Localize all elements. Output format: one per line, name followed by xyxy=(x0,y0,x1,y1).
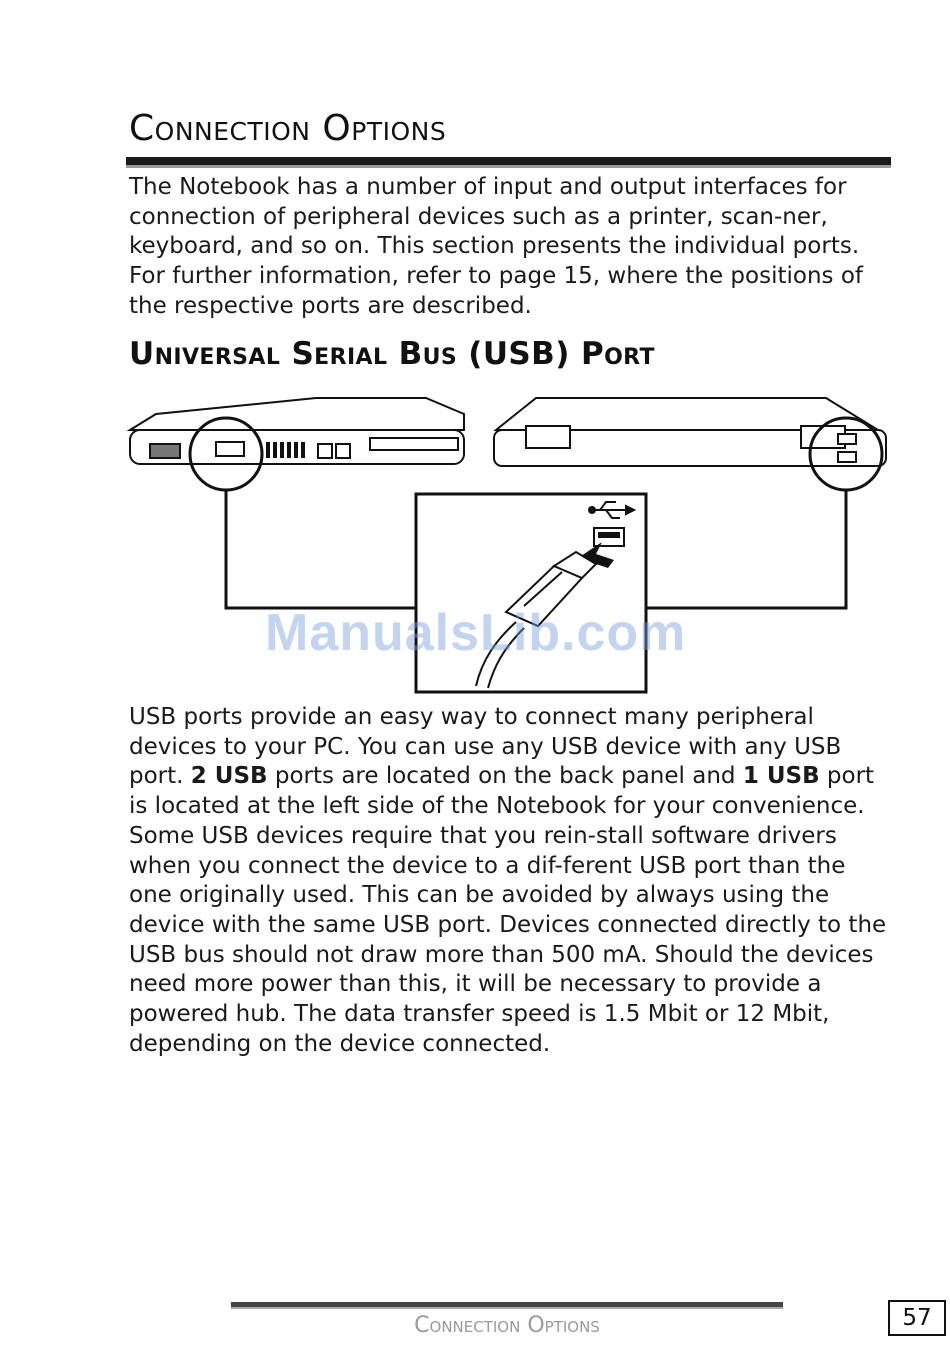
footer-title: Connection Options xyxy=(414,1313,600,1338)
intro-paragraph: The Notebook has a number of input and output interfaces for connection of peripheral devices such as a printer, scan-ner, keyboard, and so on. This section presents the individual ports. For further information, refer to page 15, where the positions of the respective ports are described. xyxy=(129,174,863,319)
section-heading: Universal Serial Bus (USB) Port xyxy=(129,336,655,372)
footer-rule xyxy=(231,1302,783,1307)
notebook-left-side xyxy=(130,398,464,464)
notebook-rear-view xyxy=(494,398,886,466)
bold-1-usb: 1 USB xyxy=(742,763,820,790)
watermark: ManualsLib.com xyxy=(265,604,687,662)
title-rule xyxy=(126,157,891,165)
usb-paragraph: USB ports provide an easy way to connect many peripheral devices to your PC. You can use any USB device with any USB port. 2 USB ports are located on the back panel and 1 USB port is located at the left side of the Notebook for your convenience. Some USB devices require that you rein-stall software drivers when you connect the device to a dif-ferent USB port than the one originally used. This can be avoided by always using the device with the same USB port. Devices connected directly to the USB bus should not draw more than 500 mA. Should the devices need more power than this, it will be necessary to provide a powered hub. The data transfer speed is 1.5 Mbit or 12 Mbit, depending on the device connected. xyxy=(129,704,887,1057)
page-title: Connection Options xyxy=(129,108,447,149)
bold-2-usb: 2 USB xyxy=(190,763,268,790)
page-number: 57 xyxy=(888,1300,946,1336)
